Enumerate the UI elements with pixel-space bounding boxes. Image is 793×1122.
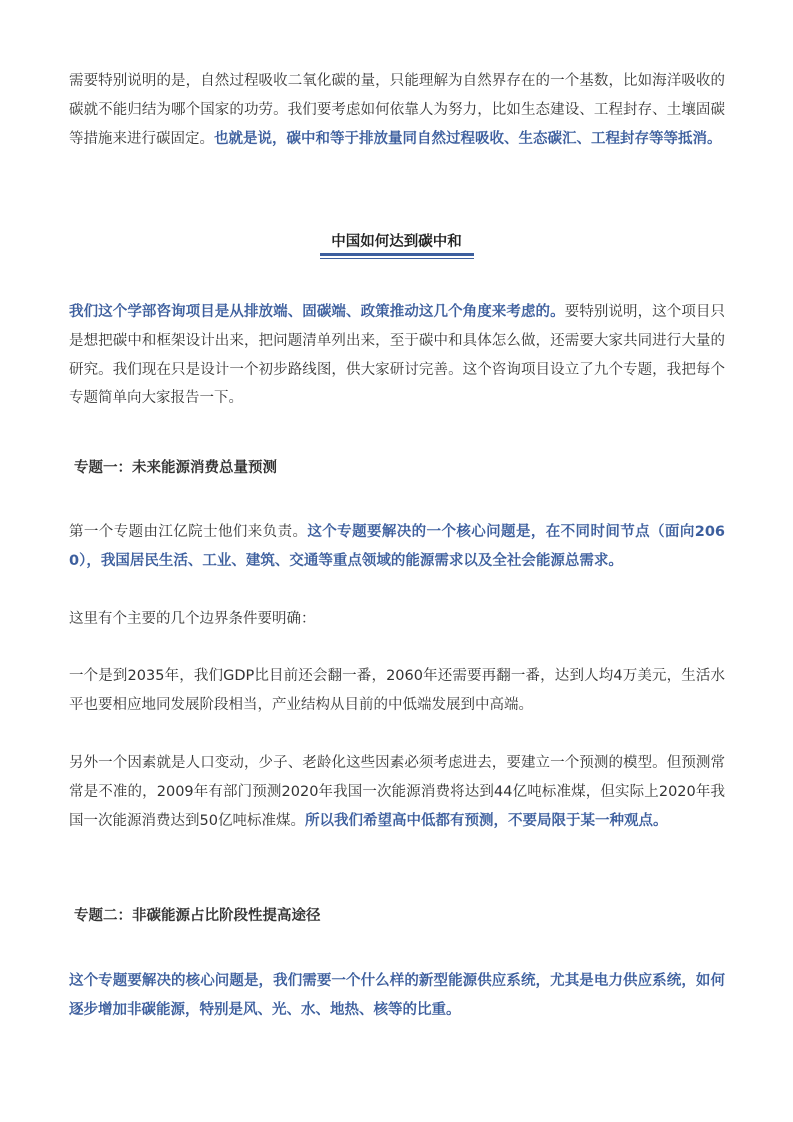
- paragraph-text: 要特别说明，这个项目只是想把碳中和框架设计出来，把问题清单列出来，至于碳中和具体怎么做，还需要大家共同进行大量的研究。我们现在只是设计一个初步路线图，供大家研讨完善。这个咨询项目设立了九个专题，我把每个专题简单向大家报告一下。: [69, 304, 725, 407]
- paragraph-population: [69, 749, 725, 835]
- paragraph-emphasis: 所以我们希望高中低都有预测，不要局限于某一种观点。: [304, 812, 668, 829]
- section-title: 中国如何达到碳中和: [331, 234, 462, 250]
- topic-heading-2: 专题二：非碳能源占比阶段性提高途径: [74, 908, 321, 924]
- paragraph-emphasis: 这个专题要解决的一个核心问题是，在不同时间节点（面向2060），我国居民生活、工业、建筑、交通等重点领域的能源需求以及全社会能源总需求。: [69, 524, 725, 569]
- paragraph-project-intro: [69, 298, 725, 413]
- paragraph-boundary-conditions: 这里有个主要的几个边界条件要明确：: [69, 611, 316, 627]
- section-title-underline: [320, 253, 474, 259]
- paragraph-gdp: 一个是到2035年，我们GDP比目前还会翻一番，2060年还需要再翻一番，达到人均4万美元，生活水平也要相应地同发展阶段相当，产业结构从目前的中低端发展到中高端。: [69, 668, 725, 713]
- paragraph-emphasis: 这个专题要解决的核心问题是，我们需要一个什么样的新型能源供应系统，尤其是电力供应系统，如何逐步增加非碳能源，特别是风、光、水、地热、核等的比重。: [69, 973, 725, 1018]
- paragraph-text: 需要特别说明的是，自然过程吸收二氧化碳的量，只能理解为自然界存在的一个基数，比如海洋吸收的碳就不能归结为哪个国家的功劳。我们要考虑如何依靠人为努力，比如生态建设、工程封存、土壤固碳等措施来进行碳固定。: [69, 73, 725, 147]
- paragraph-natural-absorption: [69, 67, 725, 153]
- paragraph-text: 第一个专题由江亿院士他们来负责。: [69, 524, 308, 540]
- paragraph-emphasis: 我们这个学部咨询项目是从排放端、固碳端、政策推动这几个角度来考虑的。: [69, 304, 565, 320]
- paragraph-topic-2: [69, 967, 725, 1025]
- topic-heading-1: 专题一：未来能源消费总量预测: [74, 460, 277, 476]
- paragraph-emphasis: 也就是说，碳中和等于排放量同自然过程吸收、生态碳汇、工程封存等等抵消。: [214, 130, 722, 147]
- paragraph-text: 另外一个因素就是人口变动，少子、老龄化这些因素必须考虑进去，要建立一个预测的模型。但预测常常是不准的，2009年有部门预测2020年我国一次能源消费将达到44亿吨标准煤，但实际上2020年我国一次能源消费达到50亿吨标准煤。: [69, 755, 725, 829]
- paragraph-topic-1: [69, 518, 725, 576]
